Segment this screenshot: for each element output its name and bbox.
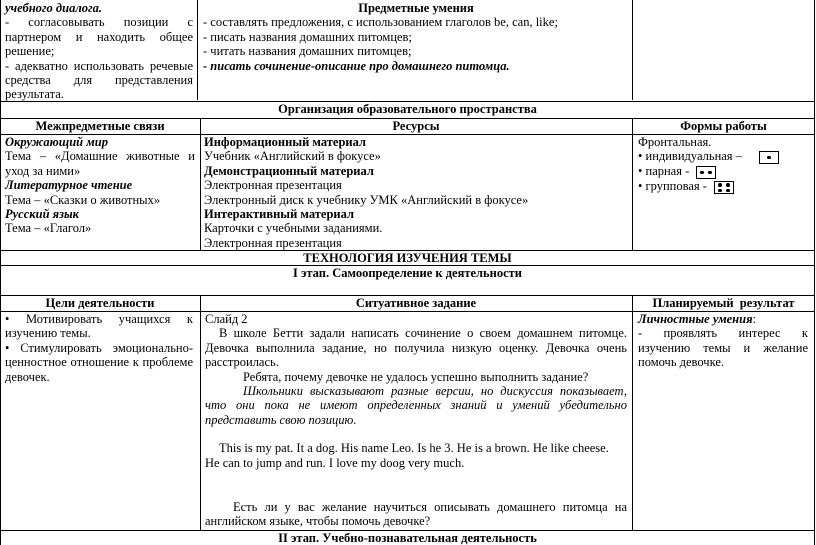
spacer <box>205 427 627 441</box>
skill-line: учебного диалога. <box>5 1 102 15</box>
subject-skills-cell <box>201 1 631 73</box>
skill-line: решение; <box>5 44 55 59</box>
slide-label: Слайд 2 <box>205 312 248 326</box>
column-header-result: Планируемый результат <box>652 296 795 310</box>
pair-icon <box>696 166 716 179</box>
spacer <box>205 470 627 500</box>
column-header-links: Межпредметные связи <box>35 119 165 133</box>
goal-line: • Мотивировать учащихся к <box>5 312 193 326</box>
link-topic: Тема – «Домашние животные и <box>5 149 195 164</box>
link-subject: Литературное чтение <box>5 178 133 193</box>
task-question: Ребята, почему девочке не удалось успешно выполнить задание? <box>243 369 589 384</box>
grid-line <box>200 295 201 530</box>
work-form-label: • индивидуальная – <box>638 149 742 164</box>
resource-item: Электронная презентация <box>204 178 342 193</box>
subject-skill-item: - составлять предложения, с использованием глаголов be, can, like; <box>203 15 558 30</box>
result-line: изучению темы и желание <box>638 340 808 355</box>
resources-list <box>202 135 630 250</box>
resource-item: Информационный материал <box>204 135 366 149</box>
result-title-suffix: : <box>752 312 756 326</box>
result-title <box>638 312 808 326</box>
situational-task <box>203 312 629 529</box>
work-form-title: Фронтальная. <box>638 135 712 149</box>
subject-skill-item: - писать названия домашних питомцев; <box>203 29 412 44</box>
work-form-item <box>638 179 812 194</box>
communicative-skills-cell <box>3 1 195 102</box>
work-form-label: • групповая - <box>638 179 707 194</box>
resource-item: Демонстрационный материал <box>204 163 374 178</box>
single-person-icon <box>759 151 779 164</box>
link-topic: уход за ними» <box>5 163 81 178</box>
grid-line <box>632 118 633 250</box>
work-form-item <box>638 164 812 179</box>
skill-line: результата. <box>5 87 64 102</box>
work-forms-list <box>636 135 814 194</box>
goal-line: ценностное отношение к проблеме <box>5 355 193 370</box>
result-title-text: Личностные умения <box>638 312 753 326</box>
technology-header: ТЕХНОЛОГИЯ ИЗУЧЕНИЯ ТЕМЫ <box>303 251 512 265</box>
skill-line: - адекватно использовать речевые <box>5 58 193 73</box>
work-form-label: • парная - <box>638 164 690 179</box>
goal-line: изучению темы. <box>5 326 91 341</box>
resource-item: Электронный диск к учебнику УМК «Английский в фокусе» <box>204 192 529 207</box>
task-discussion-line: Школьники высказывают разные версии, но дискуссия показывает, <box>243 384 627 399</box>
grid-line <box>632 0 633 100</box>
resource-item: Карточки с учебными заданиями. <box>204 221 383 236</box>
task-closing-line: английском языке, чтобы помочь девочке? <box>205 514 431 529</box>
subject-skill-item: - читать названия домашних питомцев; <box>203 44 412 59</box>
grid-line <box>632 295 633 530</box>
link-topic: Тема – «Глагол» <box>5 221 92 236</box>
skill-line: - согласовывать позиции с <box>5 15 193 30</box>
goal-line: девочек. <box>5 369 50 384</box>
work-form-item <box>638 149 812 164</box>
link-topic: Тема – «Сказки о животных» <box>5 192 161 207</box>
column-header-goals: Цели деятельности <box>45 296 155 310</box>
task-discussion-line: представить свою позицию. <box>205 412 357 427</box>
task-paragraph-line: В школе Бетти задали написать сочинение о своем домашнем питомце. <box>219 326 627 341</box>
english-text-line: This is my pat. It a dog. His name Leo. Is he 3. He is a brown. He like cheese. <box>219 441 609 456</box>
column-header-task: Ситуативное задание <box>355 296 477 310</box>
english-text-line: He can to jump and run. I love my doog very much. <box>205 455 465 470</box>
task-paragraph-line: Девочка выполнила задание, но получила низкую оценку. Девочка очень <box>205 340 627 355</box>
interdisciplinary-links <box>3 135 197 236</box>
resource-item: Интерактивный материал <box>204 207 354 222</box>
skill-line: средства для представления <box>5 73 193 88</box>
subject-skill-item: - писать сочинение-описание про домашнего питомца. <box>203 58 510 73</box>
org-space-header: Организация образовательного пространства <box>278 102 537 116</box>
resource-item: Учебник «Английский в фокусе» <box>204 149 381 164</box>
skill-line: партнером и находить общее <box>5 29 193 44</box>
resource-item: Электронная презентация <box>204 235 342 250</box>
task-discussion-line: что они пока не имеют определенных знаний и умений убедительно <box>205 398 627 413</box>
task-closing-line: Есть ли у вас желание научиться описывать домашнего питомца на <box>233 500 627 515</box>
stage-1-header: I этап. Самоопределение к деятельности <box>292 266 522 280</box>
column-header-resources: Ресурсы <box>392 119 440 133</box>
result-line: - проявлять интерес к <box>638 326 808 341</box>
subject-skills-heading: Предметные умения <box>358 1 474 15</box>
link-subject: Русский язык <box>5 207 79 222</box>
grid-line <box>200 118 201 250</box>
column-header-work-forms: Формы работы <box>680 119 767 133</box>
grid-line <box>197 0 198 100</box>
result-line: помочь девочке. <box>638 355 725 370</box>
planned-result <box>636 312 810 370</box>
link-subject: Окружающий мир <box>5 135 109 149</box>
goal-line: • Стимулировать эмоционально- <box>5 340 193 355</box>
stage-2-header: II этап. Учебно-познавательная деятельность <box>278 531 537 545</box>
activity-goals <box>3 312 195 384</box>
task-paragraph-line: расстроилась. <box>205 355 279 370</box>
group-icon <box>714 181 734 194</box>
